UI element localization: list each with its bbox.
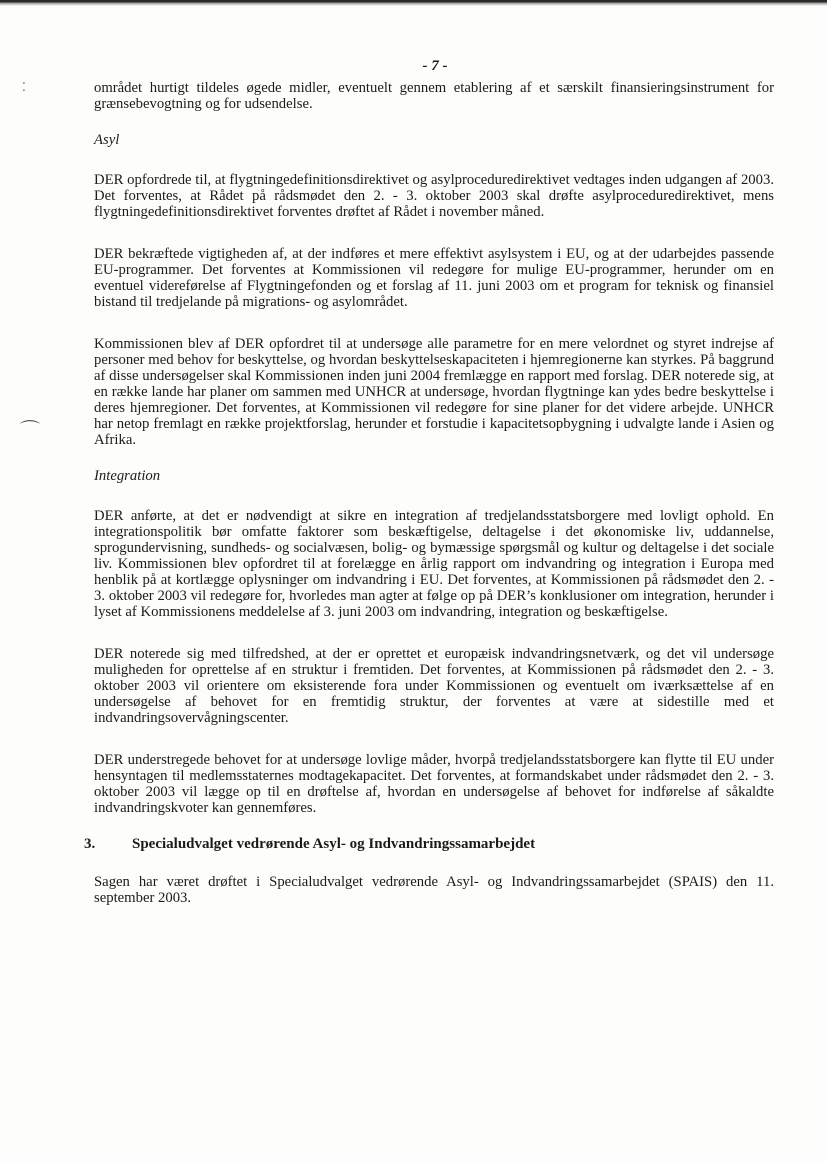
scan-top-edge: [0, 0, 827, 6]
section-number: 3.: [84, 836, 96, 852]
paragraph-4: DER anførte, at det er nødvendigt at sikre en integration af tredjelandsstatsborgere med lovligt ophold. En integrationspolitik bør omfatte faktorer som beskæftigelse, deltagelse i det økonomiske liv, uddannelse, sprogundervisning, sundheds- og socialvæsen, bolig- og bymæssige spørgsmål og kultur og deltagelse i det sociale liv. Kommissionen blev opfordret til at forelægge en årlig rapport om indvandring og integration i Europa med henblik på at kortlægge oplysninger om indvandring i EU. Det forventes, at Kommissionen på rådsmødet den 2. - 3. oktober 2003 vil redegøre for, hvorledes man agter at følge op på DER’s konklusioner om integration, herunder i lyset af Kommissionens meddelelse af 3. juni 2003 om indvandring, integration og beskæftigelse.: [94, 508, 774, 620]
section-heading: [84, 836, 774, 852]
paragraph-0: området hurtigt tildeles øgede midler, eventuelt gennem etablering af et særskilt finansieringsinstrument for grænsebevogtning og for udsendelse.: [94, 80, 774, 112]
paragraph-7: Sagen har været drøftet i Specialudvalget vedrørende Asyl- og Indvandringssamarbejdet (SPAIS) den 11. september 2003.: [94, 874, 774, 906]
paragraph-3: Kommissionen blev af DER opfordret til at undersøge alle parametre for en mere velordnet og styret indrejse af personer med behov for beskyttelse, og hvordan beskyttelseskapaciteten i hjemregionerne kan styrkes. På baggrund af disse undersøgelser skal Kommissionen inden juni 2004 fremlægge en rapport med forslag. DER noterede sig, at en række lande har planer om sammen med UNHCR at undersøge, hvordan flygtninge kan ydes bedre beskyttelse i deres hjemregioner. Det forventes, at Kommissionen vil redegøre for sine planer for det videre arbejde. UNHCR har netop fremlagt en række projektforslag, herunder et forstudie i kapacitetsopbygning i udvalgte lande i Asien og Afrika.: [94, 336, 774, 448]
scan-dots: ⁚: [22, 80, 26, 94]
subheading-integration: Integration: [94, 468, 161, 484]
hole-punch-mark: ⌒: [20, 420, 40, 442]
paragraph-1: DER opfordrede til, at flygtningedefinitionsdirektivet og asylproceduredirektivet vedtages inden udgangen af 2003. Det forventes, at Rådet på rådsmødet den 2. - 3. oktober 2003 skal drøfte asylproceduredirektivet, mens flygtningedefinitionsdirektivet forventes drøftet af Rådet i november måned.: [94, 172, 774, 220]
paragraph-5: DER noterede sig med tilfredshed, at der er oprettet et europæisk indvandringsnetværk, og det vil undersøge muligheden for oprettelse af en struktur i fremtiden. Det forventes, at Kommissionen på rådsmødet den 2. - 3. oktober 2003 vil orientere om eksisterende fora under Kommissionen og eventuelt om iværksættelse af en undersøgelse af behovet for en fremtidig struktur, der forventes at være at sidestille med et indvandringsovervågningscenter.: [94, 646, 774, 726]
paragraph-6: DER understregede behovet for at undersøge lovlige måder, hvorpå tredjelandsstatsborgere kan flytte til EU under hensyntagen til medlemsstaternes modtagekapacitet. Det forventes, at formandskabet under rådsmødet den 2. - 3. oktober 2003 vil lægge op til en drøftelse af, hvordan en undersøgelse af behovet for indførelse af såkaldte indvandringskvoter kan gennemføres.: [94, 752, 774, 816]
paragraph-2: DER bekræftede vigtigheden af, at der indføres et mere effektivt asylsystem i EU, og at der udarbejdes passende EU-programmer. Det forventes at Kommissionen vil redegøre for mulige EU-programmer, herunder om en eventuel videreførelse af Flygtningefonden og et forslag af 11. juni 2003 om et program for teknisk og finansiel bistand til tredjelande på migrations- og asylområdet.: [94, 246, 774, 310]
page-number: - 7 -: [422, 58, 448, 74]
document-body: [84, 80, 774, 906]
subheading-asyl: Asyl: [94, 132, 120, 148]
section-title: Specialudvalget vedrørende Asyl- og Indvandringssamarbejdet: [132, 836, 536, 852]
